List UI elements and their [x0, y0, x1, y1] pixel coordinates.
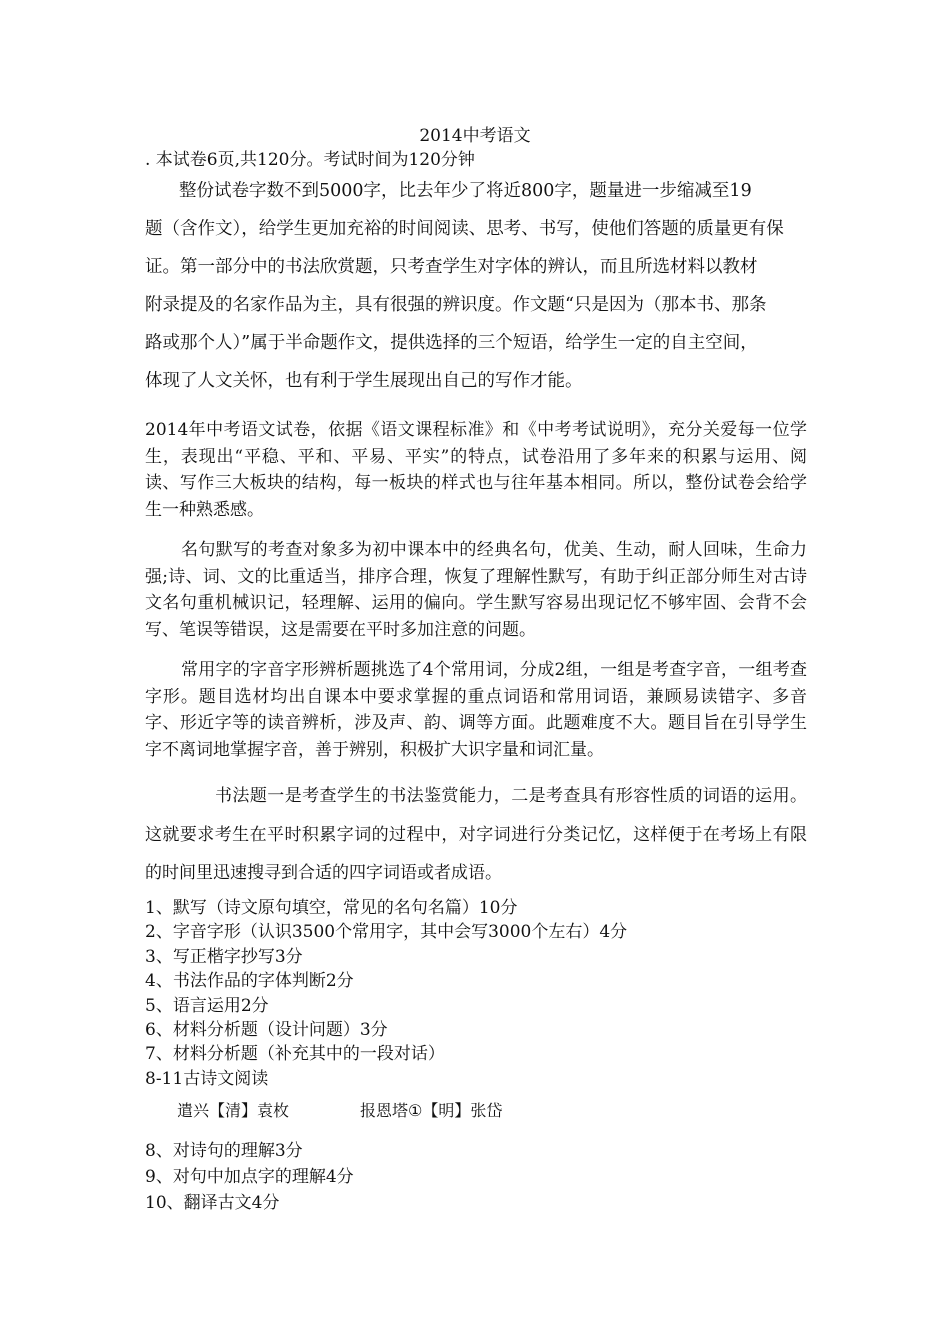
paragraph-3: 名句默写的考查对象多为初中课本中的经典名句，优美、生动，耐人回味，生命力强;诗、词、文的比重适当，排序合理，恢复了理解性默写，有助于纠正部分师生对古诗文名句重机械识记，轻理解、运用的偏向。学生默写容易出现记忆不够牢固、会背不会写、笔误等错误，这是需要在平时多加注意的问题。 [145, 540, 807, 641]
list-item: 9、对句中加点字的理解4分 [145, 1167, 354, 1187]
list-item: 2、字音字形（认识3500个常用字，其中会写3000个左右）4分 [145, 922, 628, 943]
list-item: 8、对诗句的理解3分 [145, 1141, 303, 1161]
poem-title-1: 遣兴【清】袁枚 [177, 1101, 290, 1120]
page-title: 2014中考语文 [419, 126, 531, 146]
list-item: 4、书法作品的字体判断2分 [145, 971, 354, 992]
paragraph-2: 2014年中考语文试卷，依据《语文课程标准》和《中考考试说明》，充分关爱每一位学生，表现出“平稳、平和、平易、平实”的特点，试卷沿用了多年来的积累与运用、阅读、写作三大板块的结构，每一板块的样式也与往年基本相同。所以，整份试卷会给学生一种熟悉感。 [145, 420, 807, 521]
list-item: 1、默写（诗文原句填空，常见的名句名篇）10分 [145, 898, 518, 918]
list-item: 10、翻译古文4分 [145, 1193, 280, 1213]
question-list-2 [145, 1138, 354, 1216]
list-item: 8-11古诗文阅读 [145, 1068, 269, 1089]
list-item: 6、材料分析题（设计问题）3分 [145, 1020, 388, 1041]
list-item: 5、语言运用2分 [145, 995, 269, 1016]
exam-info: . 本试卷6页,共120分。考试时间为120分钟 [145, 150, 475, 170]
paragraph-1-line-4: 附录提及的名家作品为主，具有很强的辨识度。作文题“只是因为（那本书、那条 [145, 295, 767, 315]
poem-title-2: 报恩塔①【明】张岱 [360, 1101, 503, 1120]
poem-titles [177, 1100, 503, 1122]
paragraph-1-line-1: 整份试卷字数不到5000字，比去年少了将近800字，题量进一步缩减至19 [179, 181, 752, 201]
paragraph-5: 书法题一是考查学生的书法鉴赏能力，二是考查具有形容性质的词语的运用。这就要求考生在平时积累字词的过程中，对字词进行分类记忆，这样便于在考场上有限的时间里迅速搜寻到合适的四字词语或者成语。 [145, 786, 807, 883]
paragraph-1-line-3: 证。第一部分中的书法欣赏题，只考查学生对字体的辨认，而且所选材料以教材 [145, 257, 758, 277]
paragraph-1-line-2: 题（含作文），给学生更加充裕的时间阅读、思考、书写，使他们答题的质量更有保 [145, 219, 784, 239]
paragraph-1-line-5: 路或那个人）”属于半命题作文，提供选择的三个短语，给学生一定的自主空间， [145, 333, 758, 353]
paragraph-1-line-6: 体现了人文关怀，也有利于学生展现出自己的写作才能。 [145, 371, 583, 391]
list-item: 7、材料分析题（补充其中的一段对话） [145, 1044, 445, 1065]
question-list [145, 896, 807, 1091]
paragraph-4: 常用字的字音字形辨析题挑选了4个常用词，分成2组，一组是考查字音，一组考查字形。题目选材均出自课本中要求掌握的重点词语和常用词语，兼顾易读错字、多音字、形近字等的读音辨析，涉及声、韵、调等方面。此题难度不大。题目旨在引导学生字不离词地掌握字音，善于辨别，积极扩大识字量和词汇量。 [145, 660, 807, 761]
list-item: 3、写正楷字抄写3分 [145, 946, 303, 967]
